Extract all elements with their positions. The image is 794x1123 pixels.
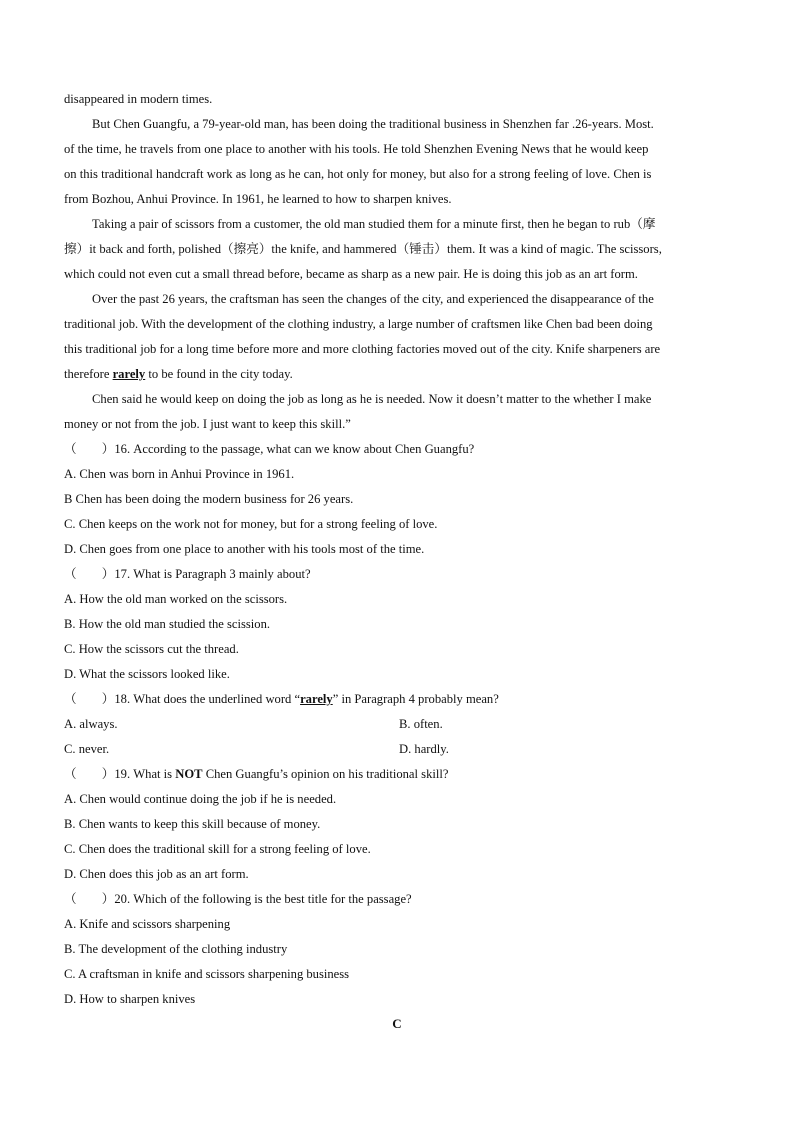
question-19-option-b: B. Chen wants to keep this skill because of money.	[64, 817, 321, 831]
question-16-option-a: A. Chen was born in Anhui Province in 1961.	[64, 467, 295, 481]
question-18-stem	[64, 691, 499, 707]
passage-line: from Bozhou, Anhui Province. In 1961, he learned to how to sharpen knives.	[64, 192, 452, 206]
question-18-stem-text: （ ）18. What does the underlined word “	[64, 692, 301, 706]
passage-line: on this traditional handcraft work as long as he can, hot only for money, but also for a strong feeling of love. Chen is	[64, 167, 652, 181]
question-19-stem-text: Chen Guangfu’s opinion on his traditional skill?	[202, 767, 449, 781]
question-19-option-d: D. Chen does this job as an art form.	[64, 867, 249, 881]
underlined-word: rarely	[112, 367, 146, 381]
question-17-option-c: C. How the scissors cut the thread.	[64, 642, 239, 656]
emphasis-word: NOT	[175, 767, 203, 781]
passage-line: this traditional job for a long time before more and more clothing factories moved out of the city. Knife sharpeners are	[64, 342, 661, 356]
question-19-option-c: C. Chen does the traditional skill for a strong feeling of love.	[64, 842, 371, 856]
section-label: C	[392, 1016, 402, 1031]
question-20-option-a: A. Knife and scissors sharpening	[64, 917, 231, 931]
passage-line: disappeared in modern times.	[64, 92, 213, 106]
question-20-stem: （ ）20. Which of the following is the best title for the passage?	[64, 892, 412, 906]
passage-line: Over the past 26 years, the craftsman has seen the changes of the city, and experienced the disappearance of the	[92, 292, 654, 306]
question-16-option-c: C. Chen keeps on the work not for money, but for a strong feeling of love.	[64, 517, 438, 531]
passage-line: But Chen Guangfu, a 79-year-old man, has been doing the traditional business in Shenzhen far .26-years. Most.	[92, 117, 654, 131]
passage-line: which could not even cut a small thread before, became as sharp as a new pair. He is doing this job as an art form.	[64, 267, 638, 281]
question-16-option-b: B Chen has been doing the modern business for 26 years.	[64, 492, 354, 506]
question-18-option-d: D. hardly.	[399, 742, 449, 756]
question-18-option-c: C. never.	[64, 742, 110, 756]
passage-line: of the time, he travels from one place to another with his tools. He told Shenzhen Evening News that he would keep	[64, 142, 649, 156]
question-17-option-b: B. How the old man studied the scission.	[64, 617, 271, 631]
question-20-option-d: D. How to sharpen knives	[64, 992, 196, 1006]
question-19-option-a: A. Chen would continue doing the job if he is needed.	[64, 792, 337, 806]
passage-text: therefore	[64, 367, 113, 381]
passage-text: to be found in the city today.	[145, 367, 293, 381]
passage-line: 擦）it back and forth, polished（擦亮）the knife, and hammered（锤击）them. It was a kind of magic. The scissors,	[64, 242, 662, 256]
passage-line: Chen said he would keep on doing the job as long as he is needed. Now it doesn’t matter to the whether I make	[92, 392, 652, 406]
question-20-option-b: B. The development of the clothing industry	[64, 942, 288, 956]
question-18-option-b: B. often.	[399, 717, 443, 731]
passage-line	[64, 366, 734, 382]
question-17-option-a: A. How the old man worked on the scissors.	[64, 592, 288, 606]
question-18-stem-text: ” in Paragraph 4 probably mean?	[332, 692, 499, 706]
question-16-stem: （ ）16. According to the passage, what can we know about Chen Guangfu?	[64, 442, 475, 456]
question-19-stem-text: （ ）19. What is	[64, 767, 176, 781]
passage-line: money or not from the job. I just want to keep this skill.”	[64, 417, 351, 431]
question-16-option-d: D. Chen goes from one place to another with his tools most of the time.	[64, 542, 425, 556]
underlined-word: rarely	[300, 692, 333, 706]
question-17-option-d: D. What the scissors looked like.	[64, 667, 230, 681]
question-19-stem	[64, 766, 448, 782]
passage-line: traditional job. With the development of the clothing industry, a large number of craftsmen like Chen bad been doing	[64, 317, 653, 331]
passage-line: Taking a pair of scissors from a customer, the old man studied them for a minute first, then he began to rub（摩	[92, 217, 656, 231]
question-17-stem: （ ）17. What is Paragraph 3 mainly about?	[64, 567, 311, 581]
question-20-option-c: C. A craftsman in knife and scissors sharpening business	[64, 967, 350, 981]
question-18-option-a: A. always.	[64, 717, 118, 731]
